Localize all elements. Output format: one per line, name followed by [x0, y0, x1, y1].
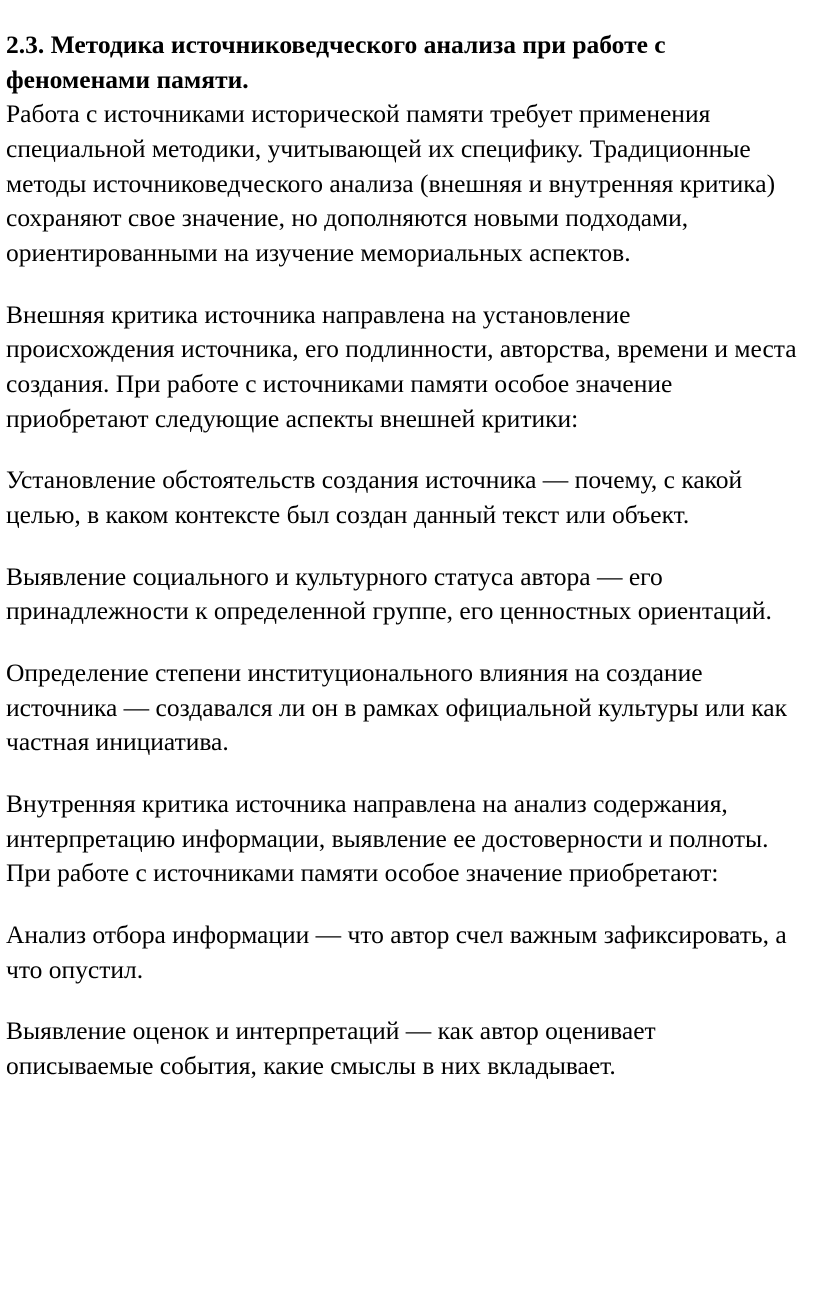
paragraph-spacer [6, 629, 798, 656]
paragraph-1: Работа с источниками исторической памяти требует применения специальной методики, учитывающей их специфику. Традиционные методы источниковедческого анализа (внешняя и внутренняя критика) сохраняют свое значение, но дополняются новыми подходами, ориентированными на изучение мемориальных аспектов. [6, 99, 776, 268]
paragraph-8: Выявление оценок и интерпретаций — как автор оценивает описываемые события, какие смыслы в них вкладывает. [6, 1016, 656, 1081]
paragraph-2: Внешняя критика источника направлена на установление происхождения источника, его подлинности, авторства, времени и места создания. При работе с источниками памяти особое значение приобретают следующие аспекты внешней критики: [6, 299, 797, 433]
paragraph-spacer [6, 436, 798, 463]
section-heading: 2.3. Методика источниковедческого анализа при работе с феноменами памяти. [6, 30, 666, 94]
paragraph-spacer [6, 760, 798, 787]
paragraph-spacer [6, 891, 798, 918]
paragraph-3: Установление обстоятельств создания источника — почему, с какой целью, в каком контексте был создан данный текст или объект. [6, 465, 743, 530]
paragraph-7: Анализ отбора информации — что автор счел важным зафиксировать, а что опустил. [6, 920, 787, 984]
paragraph-4: Выявление социального и культурного статуса автора — его принадлежности к определенной группе, его ценностных ориентаций. [6, 561, 772, 626]
paragraph-6: Внутренняя критика источника направлена на анализ содержания, интерпретацию информации, выявление ее достоверности и полноты. При работе с источниками памяти особое значение приобретают: [6, 789, 769, 888]
document-body [6, 28, 798, 1084]
paragraph-spacer [6, 271, 798, 298]
paragraph-spacer [6, 987, 798, 1014]
paragraph-spacer [6, 533, 798, 560]
paragraph-5: Определение степени институционального влияния на создание источника — создавался ли он в рамках официальной культуры или как частная инициатива. [6, 658, 787, 757]
